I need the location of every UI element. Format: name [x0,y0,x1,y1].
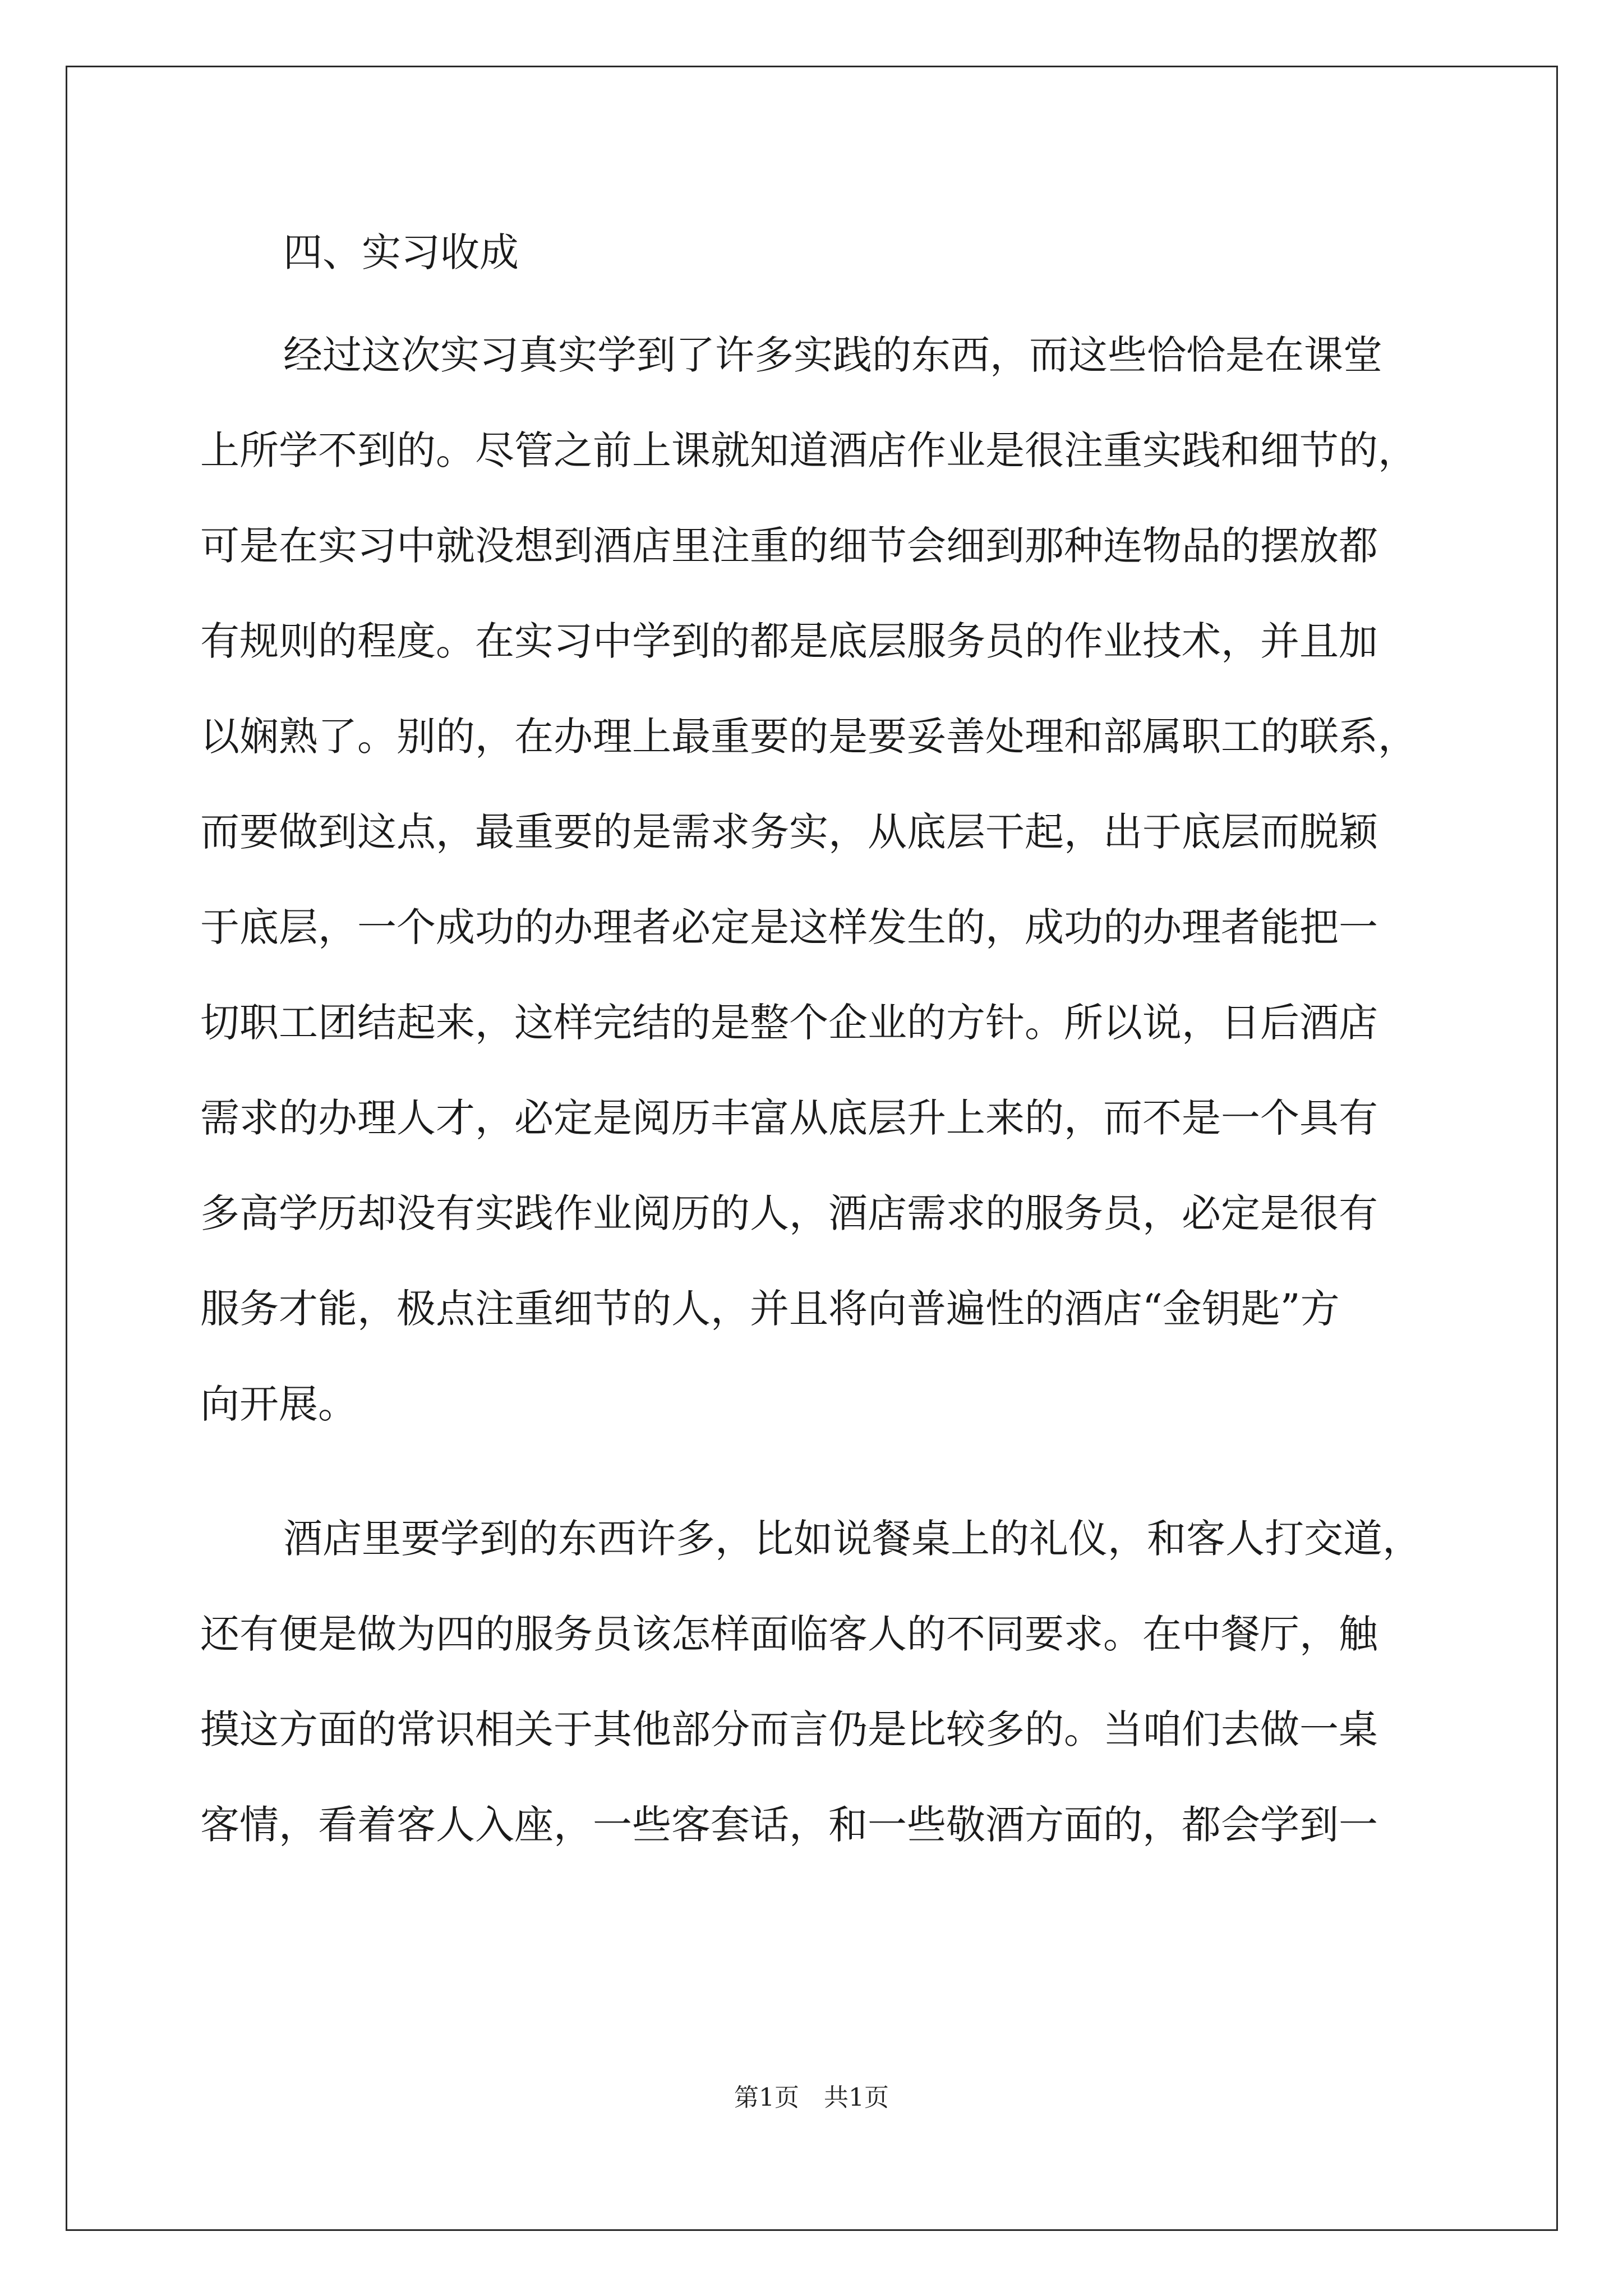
paragraph-1-line-8: 切职工团结起来，这样完结的是整个企业的方针。所以说，日后酒店 [200,1000,1378,1046]
paragraph-1-line-5: 以娴熟了。别的，在办理上最重要的是要妥善处理和部属职工的联系， [200,714,1417,760]
paragraph-1-line-1: 经过这次实习真实学到了许多实践的东西，而这些恰恰是在课堂 [283,332,1382,378]
paragraph-2-line-1: 酒店里要学到的东西许多，比如说餐桌上的礼仪，和客人打交道， [283,1516,1422,1562]
paragraph-2-line-3: 摸这方面的常识相关于其他部分而言仍是比较多的。当咱们去做一桌 [200,1706,1378,1752]
paragraph-2-line-2: 还有便是做为四的服务员该怎样面临客人的不同要求。在中餐厅，触 [200,1611,1378,1657]
paragraph-1-line-6: 而要做到这点，最重要的是需求务实，从底层干起，出于底层而脱颖 [200,809,1378,855]
paragraph-1-line-4: 有规则的程度。在实习中学到的都是底层服务员的作业技术，并且加 [200,618,1378,664]
paragraph-1-line-11: 服务才能，极点注重细节的人，并且将向普遍性的酒店“金钥匙”方 [200,1286,1340,1332]
paragraph-1-line-9: 需求的办理人才，必定是阅历丰富从底层升上来的，而不是一个具有 [200,1095,1378,1141]
page-border [66,66,1558,2231]
section-heading: 四、实习收成 [283,229,519,275]
paragraph-2-line-4: 客情，看着客人入座，一些客套话，和一些敬酒方面的，都会学到一 [200,1802,1378,1848]
paragraph-1-line-7: 于底层，一个成功的办理者必定是这样发生的，成功的办理者能把一 [200,904,1378,950]
paragraph-1-line-2: 上所学不到的。尽管之前上课就知道酒店作业是很注重实践和细节的， [200,427,1417,473]
paragraph-1-line-12: 向开展。 [200,1381,357,1427]
paragraph-1-line-10: 多高学历却没有实践作业阅历的人，酒店需求的服务员，必定是很有 [200,1190,1378,1236]
paragraph-1-line-3: 可是在实习中就没想到酒店里注重的细节会细到那种连物品的摆放都 [200,523,1378,569]
page-number-footer: 第1页 共1页 [734,2083,889,2112]
